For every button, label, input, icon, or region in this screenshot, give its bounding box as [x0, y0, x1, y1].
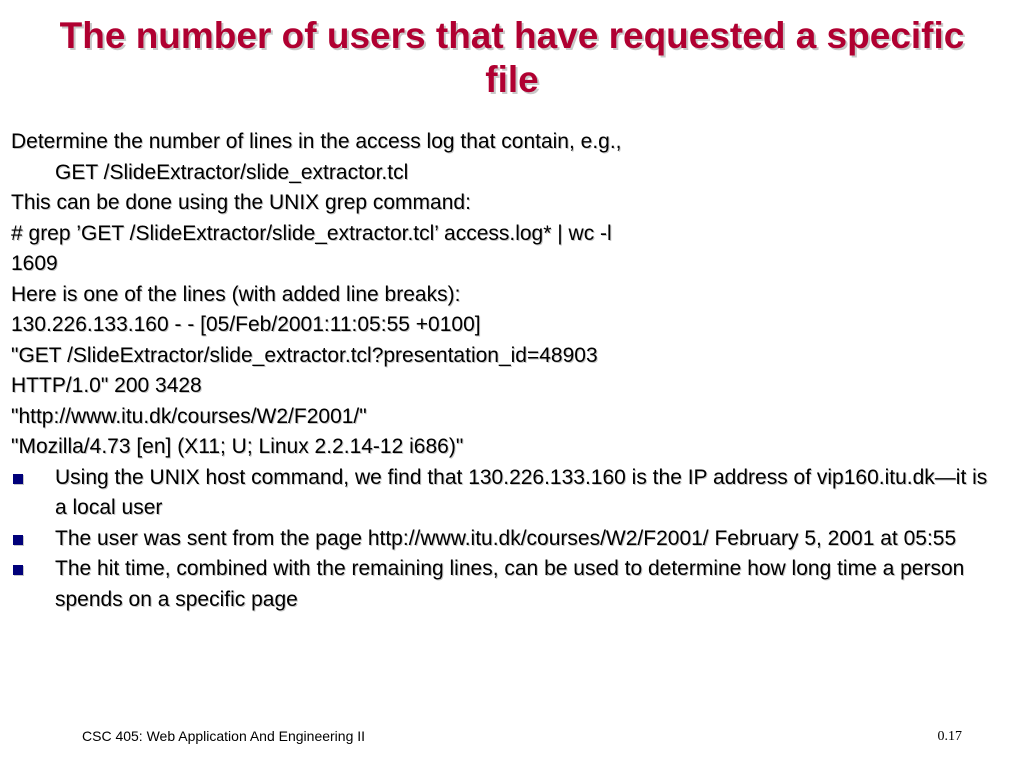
- bullet-item: [11, 463, 1001, 524]
- grep-result-text: 1609: [11, 252, 58, 275]
- slide-title: The number of users that have requested a specific file: [59, 15, 965, 100]
- slide-body: [11, 127, 1001, 615]
- log-line-4: "http://www.itu.dk/courses/W2/F2001/": [11, 404, 367, 428]
- unix-intro-text: This can be done using the UNIX grep command:: [11, 191, 471, 214]
- log-line-2: "GET /SlideExtractor/slide_extractor.tcl?presentation_id=48903: [11, 343, 598, 367]
- bullet-item: [11, 554, 1001, 615]
- grep-command-text: # grep ’GET /SlideExtractor/slide_extractor.tcl’ access.log* | wc -l: [11, 221, 612, 245]
- bullet-text: The hit time, combined with the remaining lines, can be used to determine how long time a person spends on a specific page: [55, 557, 965, 611]
- log-line-5: "Mozilla/4.73 [en] (X11; U; Linux 2.2.14-12 i686)": [11, 435, 464, 458]
- page-number: 0.17: [937, 729, 962, 744]
- bullet-text: The user was sent from the page http://www.itu.dk/courses/W2/F2001/ February 5, 2001 at 05:55: [55, 526, 957, 550]
- square-bullet-icon: [13, 535, 23, 545]
- bullet-text: Using the UNIX host command, we find that 130.226.133.160 is the IP address of vip160.itu.dk—it is a local user: [55, 465, 988, 519]
- example-intro-text: Here is one of the lines (with added line breaks):: [11, 282, 461, 306]
- log-line-1: 130.226.133.160 - - [05/Feb/2001:11:05:55 +0100]: [11, 313, 481, 336]
- square-bullet-icon: [13, 565, 23, 575]
- intro-text: Determine the number of lines in the access log that contain, e.g.,: [11, 130, 622, 153]
- square-bullet-icon: [13, 474, 23, 484]
- get-example-text: GET /SlideExtractor/slide_extractor.tcl: [55, 160, 409, 184]
- log-line-3: HTTP/1.0" 200 3428: [11, 374, 202, 397]
- bullet-item: [11, 524, 1001, 555]
- footer-course: CSC 405: Web Application And Engineering II: [82, 728, 366, 744]
